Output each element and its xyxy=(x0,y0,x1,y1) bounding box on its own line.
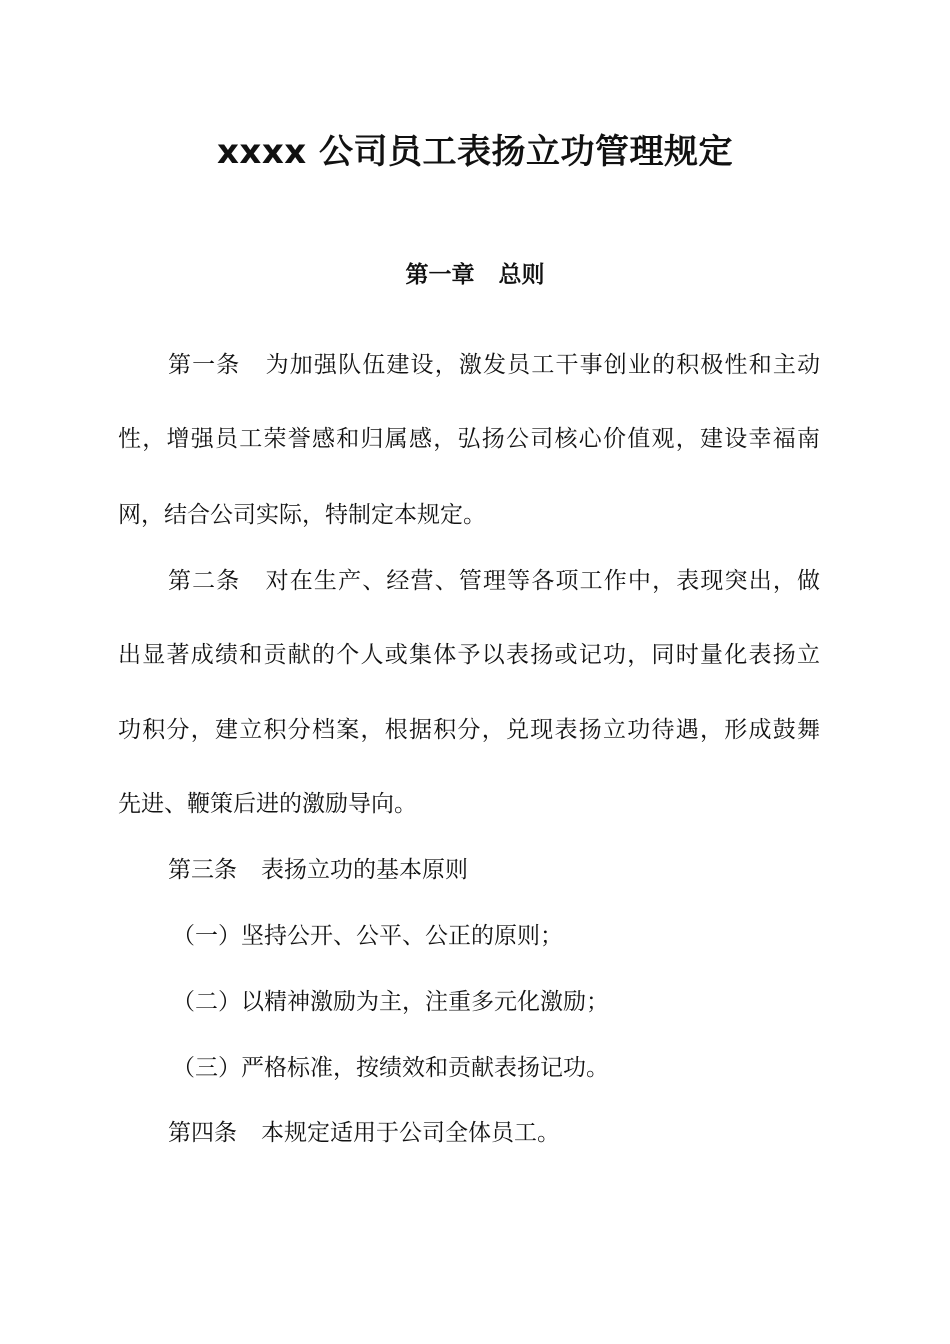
article-1-text-line-1: 为加强队伍建设，激发员工干事创业的积极性和主动 xyxy=(264,352,821,378)
article-1-label: 第一条 xyxy=(168,352,241,378)
chapter-heading xyxy=(0,257,950,293)
article-3-line xyxy=(168,852,468,888)
chapter-label: 第一章 xyxy=(405,262,475,288)
article-1-first-line xyxy=(168,347,820,383)
article-1-text-line-3: 网，结合公司实际，特制定本规定。 xyxy=(118,502,486,528)
article-2-text-line-1: 对在生产、经营、管理等各项工作中，表现突出，做 xyxy=(264,568,821,594)
article-3-item-3: （三）严格标准，按绩效和贡献表扬记功。 xyxy=(172,1055,609,1081)
article-4-line xyxy=(168,1115,560,1151)
article-2-text-line-4: 先进、鞭策后进的激励导向。 xyxy=(118,791,417,817)
article-3-label: 第三条 xyxy=(168,857,237,883)
article-2-first-line xyxy=(168,563,820,599)
article-2-label: 第二条 xyxy=(168,568,241,594)
chapter-name: 总则 xyxy=(498,262,545,288)
article-4-label: 第四条 xyxy=(168,1120,237,1146)
document-title: xxxx 公司员工表扬立功管理规定 xyxy=(216,132,734,172)
article-4-text: 本规定适用于公司全体员工。 xyxy=(261,1120,560,1146)
article-2-text-line-3: 功积分，建立积分档案，根据积分，兑现表扬立功待遇，形成鼓舞 xyxy=(118,717,820,743)
article-2-text-line-2: 出显著成绩和贡献的个人或集体予以表扬或记功，同时量化表扬立 xyxy=(118,642,820,668)
article-1-text-line-2: 性，增强员工荣誉感和归属感，弘扬公司核心价值观，建设幸福南 xyxy=(118,426,820,452)
article-3-item-2: （二）以精神激励为主，注重多元化激励； xyxy=(172,989,609,1015)
article-3-text: 表扬立功的基本原则 xyxy=(261,857,468,883)
article-3-item-1: （一）坚持公开、公平、公正的原则； xyxy=(172,923,563,949)
